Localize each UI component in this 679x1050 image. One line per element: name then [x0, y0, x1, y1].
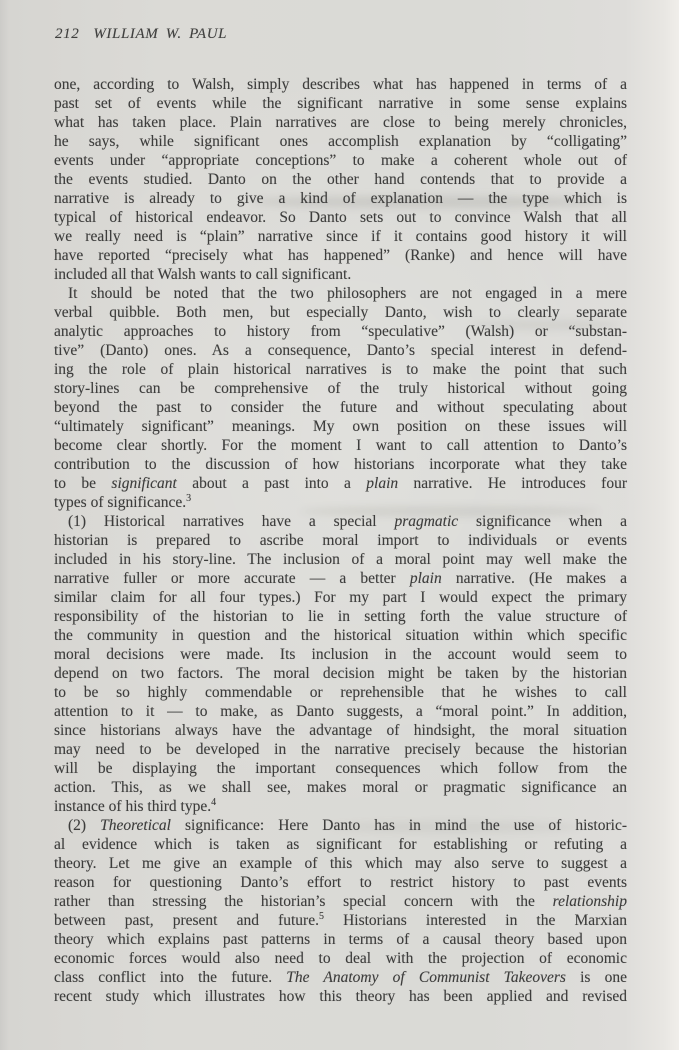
paragraph [54, 75, 627, 284]
italic-text: plain [409, 570, 442, 587]
body-text: since historians always have the advantage of hindsight, the moral situation [54, 722, 627, 739]
body-text: become clear shortly. For the moment I want to call attention to Danto’s [54, 437, 627, 454]
text-line [54, 455, 627, 474]
body-text: attention to it — to make, as Danto suggests, a “moral point.” In addition, [54, 703, 627, 720]
paragraph [54, 816, 627, 1006]
body-text: instance of his third type. [54, 798, 212, 815]
text-line [54, 588, 627, 607]
body-text: to be [54, 475, 112, 492]
body-text: past set of events while the significant narrative in some sense explains [54, 95, 627, 112]
text-line [54, 721, 627, 740]
body-text: tive” (Danto) ones. As a consequence, Danto’s special interest in defend- [54, 342, 627, 359]
text-line [54, 664, 627, 683]
text-line [54, 341, 627, 360]
running-head [55, 26, 227, 43]
paragraph [54, 284, 627, 512]
body-text: moral decisions were made. Its inclusion in the account would seem to [54, 646, 627, 663]
text-line [54, 189, 627, 208]
text-line [54, 227, 627, 246]
body-text: typical of historical endeavor. So Danto sets out to convince Walsh that all [54, 209, 627, 226]
body-text: It should be noted that the two philosophers are not engaged in a mere [68, 285, 627, 302]
text-line [54, 892, 627, 911]
body-text: beyond the past to consider the future and without speculating about [54, 399, 627, 416]
text-line [54, 873, 627, 892]
text-line [54, 645, 627, 664]
body-text: narrative is already to give a kind of explanation — the type which is [54, 190, 627, 207]
body-text: class conflict into the future. [54, 969, 287, 986]
text-line [54, 360, 627, 379]
body-text: contribution to the discussion of how historians incorporate what they take [54, 456, 627, 473]
text-line [54, 512, 627, 531]
text-line [54, 835, 627, 854]
text-line [54, 75, 627, 94]
text-line [54, 778, 627, 797]
italic-text: relationship [552, 893, 627, 910]
body-text: action. This, as we shall see, makes moral or pragmatic significance an [54, 779, 627, 796]
text-line [54, 208, 627, 227]
text-line [54, 854, 627, 873]
body-text: Historians interested in the Marxian [323, 912, 627, 929]
text-line [54, 436, 627, 455]
text-block [54, 75, 627, 1006]
text-line [54, 94, 627, 113]
text-line [54, 930, 627, 949]
body-text: have reported “precisely what has happened” (Ranke) and hence will have [54, 247, 627, 264]
body-text: the events studied. Danto on the other hand contends that to provide a [54, 171, 627, 188]
body-text: similar claim for all four types.) For my part I would expect the primary [54, 589, 627, 606]
body-text: what has taken place. Plain narratives are close to being merely chronicles, [54, 114, 627, 131]
body-text: one, according to Walsh, simply describes what has happened in terms of a [54, 76, 627, 93]
body-text: will be displaying the important consequences which follow from the [54, 760, 627, 777]
body-text: between past, present and future. [54, 912, 319, 929]
body-text: narrative. (He makes a [441, 570, 627, 587]
page-number: 212 [55, 26, 80, 42]
text-line [54, 740, 627, 759]
italic-text: significant [111, 475, 177, 492]
body-text: narrative fuller or more accurate — a better [54, 570, 410, 587]
text-line [54, 550, 627, 569]
text-line [54, 417, 627, 436]
body-text: economic forces would also need to deal with the projection of economic [54, 950, 627, 967]
footnote-reference: 5 [318, 910, 324, 922]
body-text: theory. Let me give an example of this which may also serve to suggest a [54, 855, 627, 872]
body-text: significance: Here Danto has in mind the use of historic- [170, 817, 627, 834]
body-text: analytic approaches to history from “speculative” (Walsh) or “substan- [54, 323, 627, 340]
body-text: reason for questioning Danto’s effort to restrict history to past events [54, 874, 627, 891]
text-line [54, 702, 627, 721]
italic-text: Theoretical [100, 817, 171, 834]
text-line [54, 531, 627, 550]
footnote-reference: 3 [186, 492, 192, 504]
body-text: types of significance. [54, 494, 187, 511]
text-line [54, 968, 627, 987]
text-line [54, 911, 627, 930]
body-text: to be so highly commendable or reprehensible that he wishes to call [54, 684, 627, 701]
body-text: about a past into a [176, 475, 367, 492]
text-line [54, 322, 627, 341]
body-text: historian is prepared to ascribe moral import to individuals or events [54, 532, 627, 549]
body-text: we really need is “plain” narrative since if it contains good history it will [54, 228, 627, 245]
text-line [54, 474, 627, 493]
text-line [54, 626, 627, 645]
body-text: narrative. He introduces four [398, 475, 627, 492]
footnote-reference: 4 [211, 796, 217, 808]
italic-text: pragmatic [394, 513, 459, 530]
text-line [54, 379, 627, 398]
body-text: included all that Walsh wants to call significant. [54, 266, 352, 283]
italic-text: plain [366, 475, 399, 492]
italic-text: The Anatomy of Communist Takeovers [286, 969, 566, 986]
text-line [54, 816, 627, 835]
text-line [54, 493, 627, 512]
text-line [54, 151, 627, 170]
text-line [54, 246, 627, 265]
text-line [54, 284, 627, 303]
text-line [54, 987, 627, 1006]
text-line [54, 607, 627, 626]
text-line [54, 949, 627, 968]
body-text: events under “appropriate conceptions” to make a coherent whole out of [54, 152, 627, 169]
body-text: theory which explains past patterns in terms of a causal theory based upon [54, 931, 627, 948]
body-text: depend on two factors. The moral decision might be taken by the historian [54, 665, 627, 682]
text-line [54, 303, 627, 322]
body-text: al evidence which is taken as significant for establishing or refuting a [54, 836, 627, 853]
text-line [54, 265, 627, 284]
body-text: is one [565, 969, 628, 986]
text-line [54, 569, 627, 588]
text-line [54, 683, 627, 702]
body-text: may need to be developed in the narrative precisely because the historian [54, 741, 627, 758]
text-line [54, 113, 627, 132]
body-text: (1) Historical narratives have a special [68, 513, 395, 530]
body-text: verbal quibble. Both men, but especially Danto, wish to clearly separate [54, 304, 627, 321]
body-text: (2) [68, 817, 101, 834]
body-text: “ultimately significant” meanings. My own position on these issues will [54, 418, 627, 435]
running-head-author: WILLIAM W. PAUL [93, 26, 228, 42]
text-line [54, 759, 627, 778]
text-line [54, 797, 627, 816]
body-text: recent study which illustrates how this theory has been applied and revised [54, 988, 627, 1005]
body-text: ing the role of plain historical narratives is to make the point that such [54, 361, 627, 378]
body-text: significance when a [458, 513, 627, 530]
body-text: responsibility of the historian to lie in setting forth the value structure of [54, 608, 627, 625]
paragraph [54, 512, 627, 816]
text-line [54, 398, 627, 417]
body-text: he says, while significant ones accomplish explanation by “colligating” [54, 133, 627, 150]
body-text: rather than stressing the historian’s special concern with the [54, 893, 553, 910]
body-text: the community in question and the historical situation within which specific [54, 627, 627, 644]
text-line [54, 170, 627, 189]
body-text: story-lines can be comprehensive of the truly historical without going [54, 380, 627, 397]
text-line [54, 132, 627, 151]
body-text: included in his story-line. The inclusion of a moral point may well make the [54, 551, 627, 568]
